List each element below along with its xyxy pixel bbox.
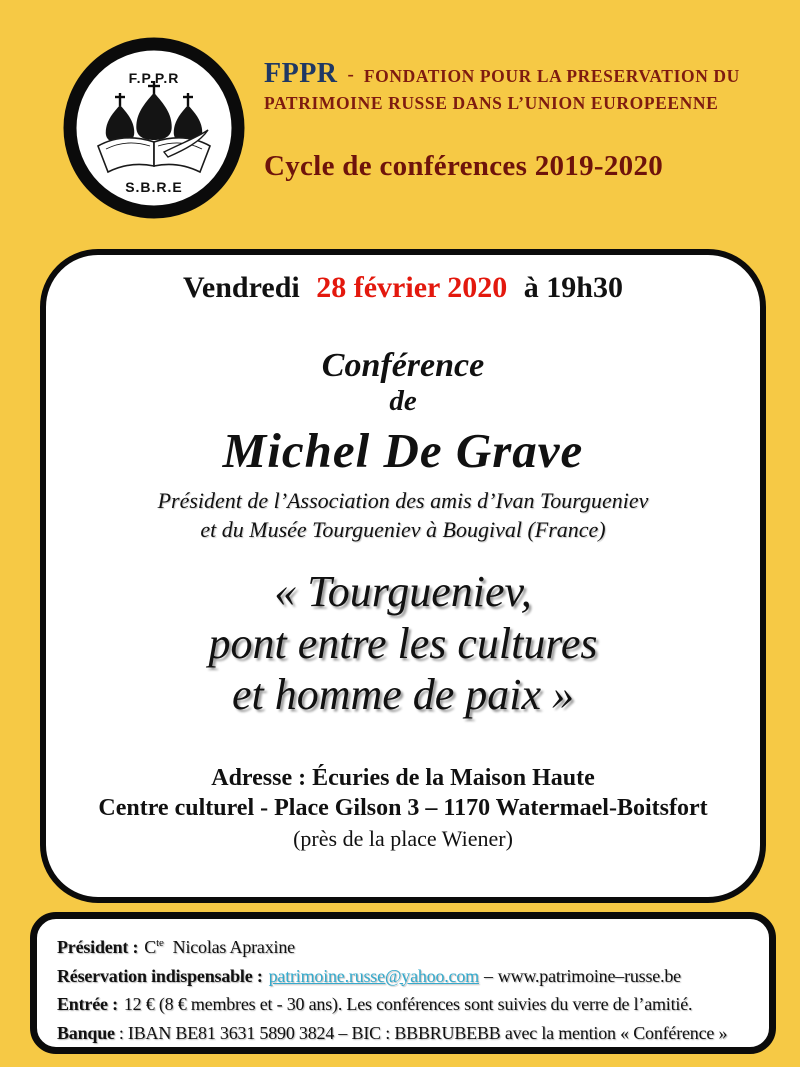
- org-name-part-1: FONDATION POUR LA PRESERVATION DU: [363, 66, 740, 86]
- cycle-title: Cycle de conférences 2019-2020: [264, 150, 664, 182]
- fppr-logo-graphic: [62, 36, 246, 220]
- president-name-sup: te: [156, 937, 164, 949]
- address-line-1: Adresse : Écuries de la Maison Haute: [211, 764, 595, 791]
- president-line: [57, 929, 755, 962]
- logo-bottom-text: S.B.R.E: [125, 179, 183, 195]
- event-panel: [40, 249, 766, 903]
- entry-line: [57, 990, 755, 1019]
- bank-label: Banque: [57, 1022, 115, 1043]
- fppr-logo: [62, 36, 246, 220]
- entry-text: 12 € (8 € membres et - 30 ans). Les conférences sont suivies du verre de l’amitié.: [123, 994, 693, 1014]
- org-name-line-2: PATRIMOINE RUSSE DANS L’UNION EUROPEENNE: [264, 93, 719, 113]
- event-day: Vendredi: [183, 271, 300, 304]
- bank-text: : IBAN BE81 3631 5890 3824 – BIC : BBBRUBEBB avec la mention « Conférence »: [118, 1022, 728, 1043]
- president-name-prefix: C: [144, 937, 157, 957]
- address-line-2: Centre culturel - Place Gilson 3 – 1170 Watermael-Boitsfort: [98, 795, 708, 822]
- president-name: Nicolas Apraxine: [172, 937, 295, 957]
- org-separator: -: [347, 64, 354, 85]
- reservation-separator: –: [483, 965, 493, 986]
- talk-title-line-3: et homme de paix »: [231, 670, 575, 720]
- event-time: à 19h30: [523, 271, 623, 304]
- header-org-block: [264, 58, 784, 183]
- talk-title-line-2: pont entre les cultures: [208, 618, 598, 668]
- website-text: www.patrimoine–russe.be: [497, 965, 681, 986]
- event-date-line: [46, 271, 760, 305]
- practical-info-panel: [30, 912, 776, 1054]
- address-line-3: (près de la place Wiener): [293, 826, 513, 852]
- email-link[interactable]: patrimoine.russe@yahoo.com: [268, 965, 479, 986]
- event-date: 28 février 2020: [316, 271, 508, 304]
- event-kind-line-1: Conférence: [321, 347, 485, 384]
- talk-title-line-1: « Tourgueniev,: [274, 567, 532, 617]
- reservation-line: [57, 962, 755, 991]
- org-abbr: FPPR: [264, 58, 338, 89]
- president-label: Président :: [57, 937, 139, 957]
- speaker-title-line-2: et du Musée Tourgueniev à Bougival (France): [200, 516, 606, 542]
- logo-top-text: F.P.P.R: [128, 70, 180, 86]
- speaker-title-line-1: Président de l’Association des amis d’Ivan Tourgueniev: [157, 488, 649, 513]
- org-name-line-1: [264, 58, 784, 90]
- speaker-name: Michel De Grave: [222, 423, 584, 478]
- bank-line: [57, 1019, 755, 1048]
- event-kind-line-2: de: [389, 385, 417, 417]
- entry-label: Entrée :: [57, 994, 118, 1014]
- reservation-label: Réservation indispensable :: [57, 965, 263, 986]
